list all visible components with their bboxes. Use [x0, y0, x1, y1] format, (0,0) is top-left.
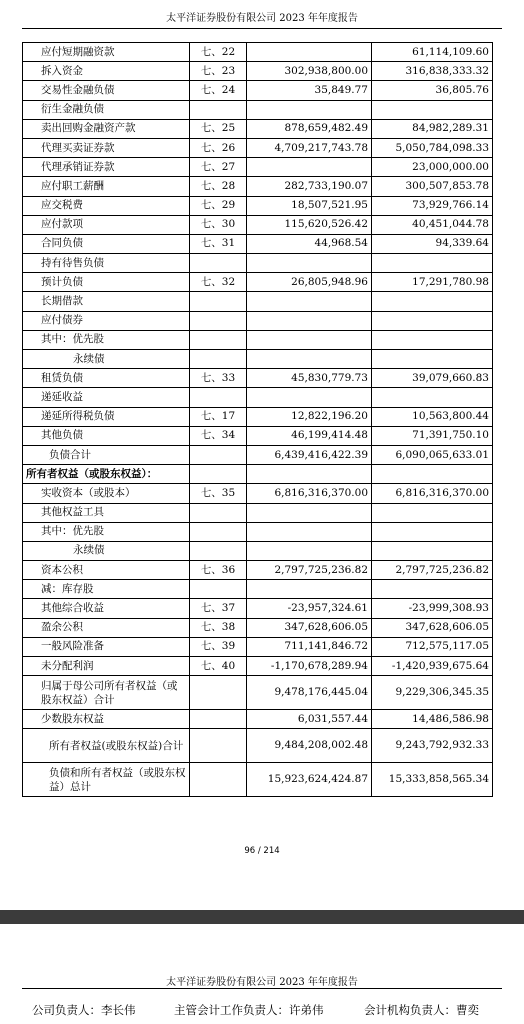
- row-prior-balance: 300,507,853.78: [372, 177, 493, 196]
- row-prior-balance: 73,929,766.14: [372, 196, 493, 215]
- row-prior-balance: [372, 311, 493, 330]
- row-item-label: 预计负债: [23, 273, 190, 292]
- row-prior-balance: 23,000,000.00: [372, 158, 493, 177]
- row-item-label: 卖出回购金融资产款: [23, 119, 190, 138]
- table-row: [23, 62, 493, 81]
- row-prior-balance: 61,114,109.60: [372, 43, 493, 62]
- row-current-balance: -23,957,324.61: [247, 599, 372, 618]
- row-note-ref: [190, 503, 247, 522]
- row-current-balance: 15,923,624,424.87: [247, 763, 372, 797]
- row-current-balance: 12,822,196.20: [247, 407, 372, 426]
- row-prior-balance: 347,628,606.05: [372, 618, 493, 637]
- row-item-label: 合同负债: [23, 234, 190, 253]
- row-current-balance: [247, 158, 372, 177]
- table-row: [23, 81, 493, 100]
- page-number: 96 / 214: [244, 846, 280, 856]
- row-item-label: 长期借款: [23, 292, 190, 311]
- row-note-ref: 七、38: [190, 618, 247, 637]
- row-item-label: 租赁负债: [23, 369, 190, 388]
- row-note-ref: [190, 311, 247, 330]
- row-item-label: 永续债: [23, 350, 190, 369]
- signature-company-head: 公司负责人：李长伟: [32, 1003, 136, 1017]
- row-current-balance: 35,849.77: [247, 81, 372, 100]
- table-row: [23, 637, 493, 656]
- row-note-ref: 七、35: [190, 484, 247, 503]
- row-prior-balance: 40,451,044.78: [372, 215, 493, 234]
- table-row: [23, 234, 493, 253]
- table-row: [23, 273, 493, 292]
- row-prior-balance: 15,333,858,565.34: [372, 763, 493, 797]
- row-item-label: 持有待售负债: [23, 254, 190, 273]
- row-current-balance: 45,830,779.73: [247, 369, 372, 388]
- table-row: [23, 618, 493, 637]
- row-prior-balance: 6,816,316,370.00: [372, 484, 493, 503]
- row-item-label: 递延所得税负债: [23, 407, 190, 426]
- table-row: [23, 388, 493, 407]
- row-note-ref: 七、29: [190, 196, 247, 215]
- row-prior-balance: 316,838,333.32: [372, 62, 493, 81]
- next-page-header-rule: [22, 988, 502, 989]
- row-current-balance: 711,141,846.72: [247, 637, 372, 656]
- row-note-ref: 七、33: [190, 369, 247, 388]
- row-note-ref: [190, 710, 247, 729]
- table-row: [23, 407, 493, 426]
- row-current-balance: [247, 580, 372, 599]
- row-prior-balance: 9,243,792,932.33: [372, 729, 493, 763]
- table-row: [23, 177, 493, 196]
- row-prior-balance: [372, 100, 493, 119]
- table-row: [23, 503, 493, 522]
- row-note-ref: 七、40: [190, 657, 247, 676]
- row-prior-balance: -23,999,308.93: [372, 599, 493, 618]
- row-note-ref: 七、32: [190, 273, 247, 292]
- row-prior-balance: [372, 503, 493, 522]
- row-note-ref: 七、37: [190, 599, 247, 618]
- row-note-ref: [190, 580, 247, 599]
- table-row: [23, 445, 493, 464]
- row-current-balance: 282,733,190.07: [247, 177, 372, 196]
- row-item-label: 归属于母公司所有者权益（或股东权益）合计: [23, 676, 190, 710]
- row-current-balance: 115,620,526.42: [247, 215, 372, 234]
- row-current-balance: [247, 292, 372, 311]
- row-current-balance: [247, 330, 372, 349]
- row-prior-balance: [372, 522, 493, 541]
- row-prior-balance: 712,575,117.05: [372, 637, 493, 656]
- row-item-label: 资本公积: [23, 561, 190, 580]
- table-row: [23, 138, 493, 157]
- row-prior-balance: 9,229,306,345.35: [372, 676, 493, 710]
- row-prior-balance: 2,797,725,236.82: [372, 561, 493, 580]
- report-header: 太平洋证券股份有限公司 2023 年年度报告: [166, 13, 358, 24]
- row-note-ref: 七、39: [190, 637, 247, 656]
- row-current-balance: [247, 43, 372, 62]
- row-note-ref: 七、30: [190, 215, 247, 234]
- row-prior-balance: 5,050,784,098.33: [372, 138, 493, 157]
- row-current-balance: 6,439,416,422.39: [247, 445, 372, 464]
- row-item-label: 所有者权益（或股东权益）：: [23, 465, 190, 484]
- row-item-label: 应付款项: [23, 215, 190, 234]
- table-row: [23, 350, 493, 369]
- row-item-label: 一般风险准备: [23, 637, 190, 656]
- row-note-ref: 七、22: [190, 43, 247, 62]
- row-prior-balance: [372, 465, 493, 484]
- row-prior-balance: [372, 292, 493, 311]
- table-row: [23, 254, 493, 273]
- table-row: [23, 710, 493, 729]
- row-prior-balance: 10,563,800.44: [372, 407, 493, 426]
- row-note-ref: 七、24: [190, 81, 247, 100]
- row-current-balance: [247, 522, 372, 541]
- row-current-balance: 6,816,316,370.00: [247, 484, 372, 503]
- table-row: [23, 43, 493, 62]
- table-row: [23, 580, 493, 599]
- row-item-label: 应付债券: [23, 311, 190, 330]
- row-note-ref: [190, 541, 247, 560]
- table-row: [23, 100, 493, 119]
- row-item-label: 衍生金融负债: [23, 100, 190, 119]
- row-item-label: 未分配利润: [23, 657, 190, 676]
- row-current-balance: 44,968.54: [247, 234, 372, 253]
- row-item-label: 减：库存股: [23, 580, 190, 599]
- row-prior-balance: 14,486,586.98: [372, 710, 493, 729]
- row-current-balance: 6,031,557.44: [247, 710, 372, 729]
- row-note-ref: 七、36: [190, 561, 247, 580]
- row-current-balance: -1,170,678,289.94: [247, 657, 372, 676]
- table-row: [23, 119, 493, 138]
- row-note-ref: [190, 350, 247, 369]
- row-prior-balance: [372, 254, 493, 273]
- row-item-label: 负债合计: [23, 445, 190, 464]
- row-current-balance: 9,484,208,002.48: [247, 729, 372, 763]
- table-row: [23, 599, 493, 618]
- table-row: [23, 426, 493, 445]
- next-page-header: 太平洋证券股份有限公司 2023 年年度报告: [166, 977, 358, 988]
- row-note-ref: [190, 522, 247, 541]
- row-current-balance: [247, 311, 372, 330]
- table-row: [23, 215, 493, 234]
- row-note-ref: 七、28: [190, 177, 247, 196]
- row-item-label: 其中：优先股: [23, 330, 190, 349]
- row-current-balance: [247, 388, 372, 407]
- row-current-balance: [247, 100, 372, 119]
- row-current-balance: [247, 465, 372, 484]
- row-prior-balance: 36,805.76: [372, 81, 493, 100]
- row-note-ref: [190, 254, 247, 273]
- row-prior-balance: 94,339.64: [372, 234, 493, 253]
- table-row: [23, 465, 493, 484]
- table-row: [23, 657, 493, 676]
- table-row: [23, 676, 493, 710]
- row-item-label: 交易性金融负债: [23, 81, 190, 100]
- row-prior-balance: [372, 580, 493, 599]
- row-item-label: 应付短期融资款: [23, 43, 190, 62]
- row-current-balance: 46,199,414.48: [247, 426, 372, 445]
- row-current-balance: 2,797,725,236.82: [247, 561, 372, 580]
- row-current-balance: [247, 254, 372, 273]
- row-prior-balance: [372, 330, 493, 349]
- row-note-ref: 七、25: [190, 119, 247, 138]
- row-current-balance: 302,938,800.00: [247, 62, 372, 81]
- row-current-balance: 18,507,521.95: [247, 196, 372, 215]
- row-note-ref: [190, 763, 247, 797]
- row-item-label: 少数股东权益: [23, 710, 190, 729]
- page-separator-bar: [0, 910, 524, 924]
- row-prior-balance: [372, 541, 493, 560]
- row-note-ref: [190, 445, 247, 464]
- table-row: [23, 541, 493, 560]
- row-current-balance: [247, 541, 372, 560]
- row-current-balance: 4,709,217,743.78: [247, 138, 372, 157]
- table-row: [23, 330, 493, 349]
- table-row: [23, 311, 493, 330]
- row-item-label: 应付职工薪酬: [23, 177, 190, 196]
- row-item-label: 其他负债: [23, 426, 190, 445]
- row-note-ref: 七、27: [190, 158, 247, 177]
- row-item-label: 永续债: [23, 541, 190, 560]
- row-prior-balance: [372, 350, 493, 369]
- row-note-ref: [190, 100, 247, 119]
- row-item-label: 代理承销证券款: [23, 158, 190, 177]
- row-current-balance: 26,805,948.96: [247, 273, 372, 292]
- row-note-ref: [190, 292, 247, 311]
- row-note-ref: 七、17: [190, 407, 247, 426]
- table-row: [23, 763, 493, 797]
- table-row: [23, 369, 493, 388]
- row-prior-balance: 39,079,660.83: [372, 369, 493, 388]
- header-rule: [22, 28, 502, 29]
- row-current-balance: 878,659,482.49: [247, 119, 372, 138]
- row-item-label: 其他权益工具: [23, 503, 190, 522]
- row-item-label: 所有者权益(或股东权益)合计: [23, 729, 190, 763]
- table-row: [23, 158, 493, 177]
- table-row: [23, 292, 493, 311]
- row-item-label: 代理买卖证券款: [23, 138, 190, 157]
- row-current-balance: [247, 350, 372, 369]
- row-item-label: 应交税费: [23, 196, 190, 215]
- row-prior-balance: 84,982,289.31: [372, 119, 493, 138]
- row-note-ref: [190, 465, 247, 484]
- table-row: [23, 522, 493, 541]
- row-note-ref: [190, 676, 247, 710]
- row-note-ref: 七、23: [190, 62, 247, 81]
- row-note-ref: 七、26: [190, 138, 247, 157]
- row-item-label: 负债和所有者权益（或股东权益）总计: [23, 763, 190, 797]
- signature-accounting-agency-head: 会计机构负责人：曹奕: [364, 1003, 479, 1017]
- table-row: [23, 484, 493, 503]
- row-note-ref: 七、31: [190, 234, 247, 253]
- row-item-label: 盈余公积: [23, 618, 190, 637]
- table-row: [23, 196, 493, 215]
- row-note-ref: [190, 729, 247, 763]
- table-row: [23, 561, 493, 580]
- row-item-label: 拆入资金: [23, 62, 190, 81]
- row-current-balance: 9,478,176,445.04: [247, 676, 372, 710]
- balance-sheet-table: [22, 42, 493, 797]
- row-item-label: 其他综合收益: [23, 599, 190, 618]
- row-prior-balance: [372, 388, 493, 407]
- row-item-label: 递延收益: [23, 388, 190, 407]
- row-current-balance: 347,628,606.05: [247, 618, 372, 637]
- row-prior-balance: 17,291,780.98: [372, 273, 493, 292]
- row-prior-balance: -1,420,939,675.64: [372, 657, 493, 676]
- row-note-ref: [190, 330, 247, 349]
- row-note-ref: [190, 388, 247, 407]
- row-prior-balance: 6,090,065,633.01: [372, 445, 493, 464]
- row-item-label: 实收资本（或股本）: [23, 484, 190, 503]
- row-prior-balance: 71,391,750.10: [372, 426, 493, 445]
- row-note-ref: 七、34: [190, 426, 247, 445]
- balance-sheet-body: [23, 43, 493, 797]
- row-item-label: 其中：优先股: [23, 522, 190, 541]
- row-current-balance: [247, 503, 372, 522]
- table-row: [23, 729, 493, 763]
- signature-accounting-head: 主管会计工作负责人：许弟伟: [174, 1003, 324, 1017]
